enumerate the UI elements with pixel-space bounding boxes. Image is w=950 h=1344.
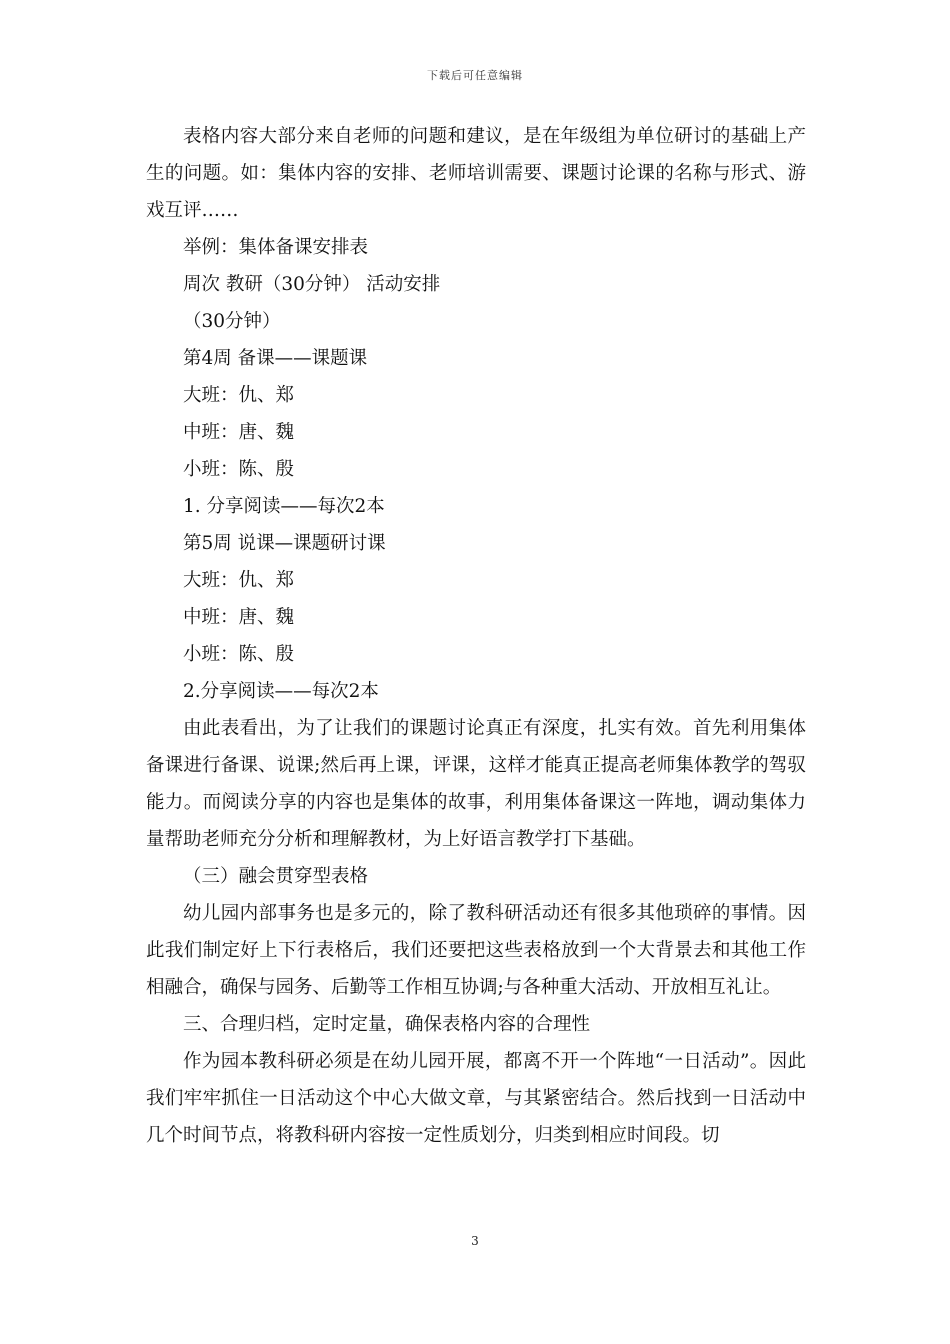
page-number: 3	[471, 1234, 479, 1248]
section-heading-3: 三、合理归档，定时定量，确保表格内容的合理性	[183, 1014, 591, 1035]
week4-activity: 1. 分享阅读——每次2本	[183, 496, 385, 517]
week5-middle-class: 中班：唐、魏	[183, 607, 295, 628]
week4-title: 第4周 备课——课题课	[183, 348, 368, 369]
document-body	[146, 118, 806, 1154]
table-header: 周次 教研（30分钟） 活动安排	[183, 274, 441, 295]
paragraph-2: 由此表看出，为了让我们的课题讨论真正有深度，扎实有效。首先利用集体备课进行备课、说课;然后再上课，评课，这样才能真正提高老师集体教学的驾驭能力。而阅读分享的内容也是集体的故事，利用集体备课这一阵地，调动集体力量帮助老师充分分析和理解教材，为上好语言教学打下基础。	[146, 718, 806, 850]
week5-big-class: 大班：仇、郑	[183, 570, 295, 591]
subheading-3: （三）融会贯穿型表格	[183, 866, 369, 887]
table-header-sub: （30分钟）	[183, 311, 281, 332]
week5-activity: 2.分享阅读——每次2本	[183, 681, 379, 702]
example-title: 举例：集体备课安排表	[183, 237, 369, 258]
week5-title: 第5周 说课—课题研讨课	[183, 533, 386, 554]
week5-small-class: 小班：陈、殷	[183, 644, 295, 665]
week4-big-class: 大班：仇、郑	[183, 385, 295, 406]
paragraph-4: 作为园本教科研必须是在幼儿园开展，都离不开一个阵地“一日活动”。因此我们牢牢抓住一日活动这个中心大做文章，与其紧密结合。然后找到一日活动中几个时间节点，将教科研内容按一定性质划分，归类到相应时间段。切	[146, 1051, 806, 1146]
paragraph-1: 表格内容大部分来自老师的问题和建议，是在年级组为单位研讨的基础上产生的问题。如：集体内容的安排、老师培训需要、课题讨论课的名称与形式、游戏互评……	[146, 126, 806, 221]
week4-middle-class: 中班：唐、魏	[183, 422, 295, 443]
page-header: 下载后可任意编辑	[427, 69, 523, 82]
paragraph-3: 幼儿园内部事务也是多元的，除了教科研活动还有很多其他琐碎的事情。因此我们制定好上下行表格后，我们还要把这些表格放到一个大背景去和其他工作相融合，确保与园务、后勤等工作相互协调;与各种重大活动、开放相互礼让。	[146, 903, 806, 998]
week4-small-class: 小班：陈、殷	[183, 459, 295, 480]
